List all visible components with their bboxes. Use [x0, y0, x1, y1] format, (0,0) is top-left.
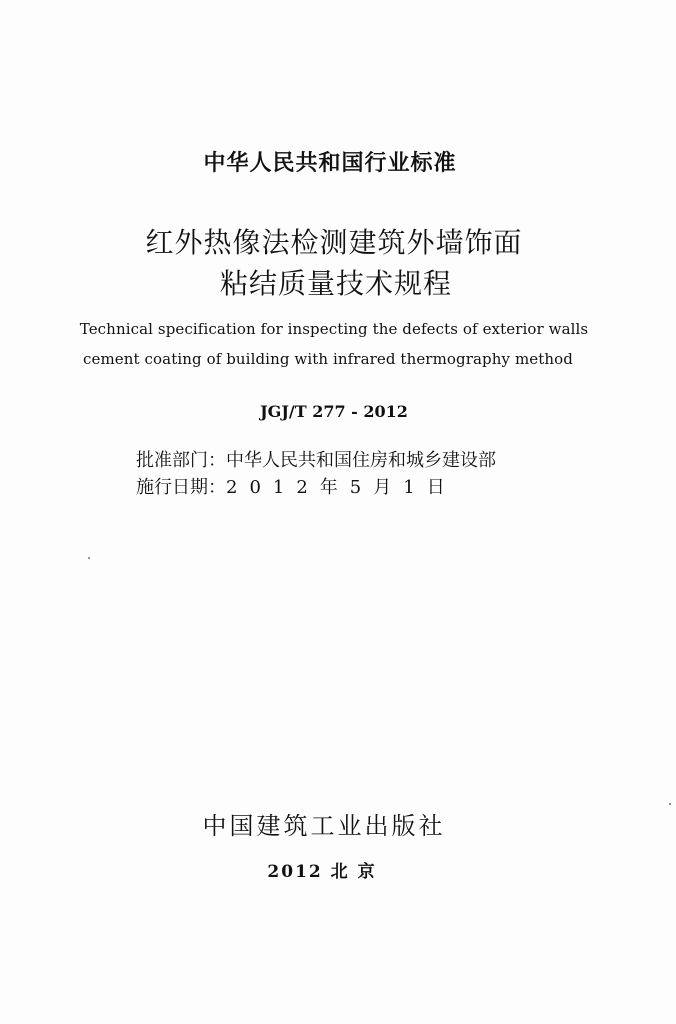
publication-year-place: 2012 北 京: [267, 862, 377, 882]
standard-category: 中华人民共和国行业标准: [203, 151, 457, 176]
chinese-title-line-2: 粘结质量技术规程: [219, 267, 452, 300]
approval-department-label: 批准部门：: [136, 450, 226, 471]
scan-speck: [669, 803, 671, 805]
english-title-line-2: cement coating of building with infrared thermography method: [83, 350, 573, 368]
chinese-title-line-1: 红外热像法检测建筑外墙饰面: [145, 226, 523, 259]
effective-date-row: [136, 473, 457, 499]
effective-date-value: 2012年5月1日: [226, 477, 457, 498]
approval-department-row: [136, 446, 496, 472]
effective-date-label: 施行日期：: [136, 477, 226, 498]
standard-number: JGJ/T 277 - 2012: [260, 402, 408, 421]
publisher-name: 中国建筑工业出版社: [202, 812, 446, 840]
approval-department-value: 中华人民共和国住房和城乡建设部: [226, 450, 496, 471]
english-title-line-1: Technical specification for inspecting the defects of exterior walls: [79, 320, 589, 338]
scan-speck: [88, 557, 90, 559]
